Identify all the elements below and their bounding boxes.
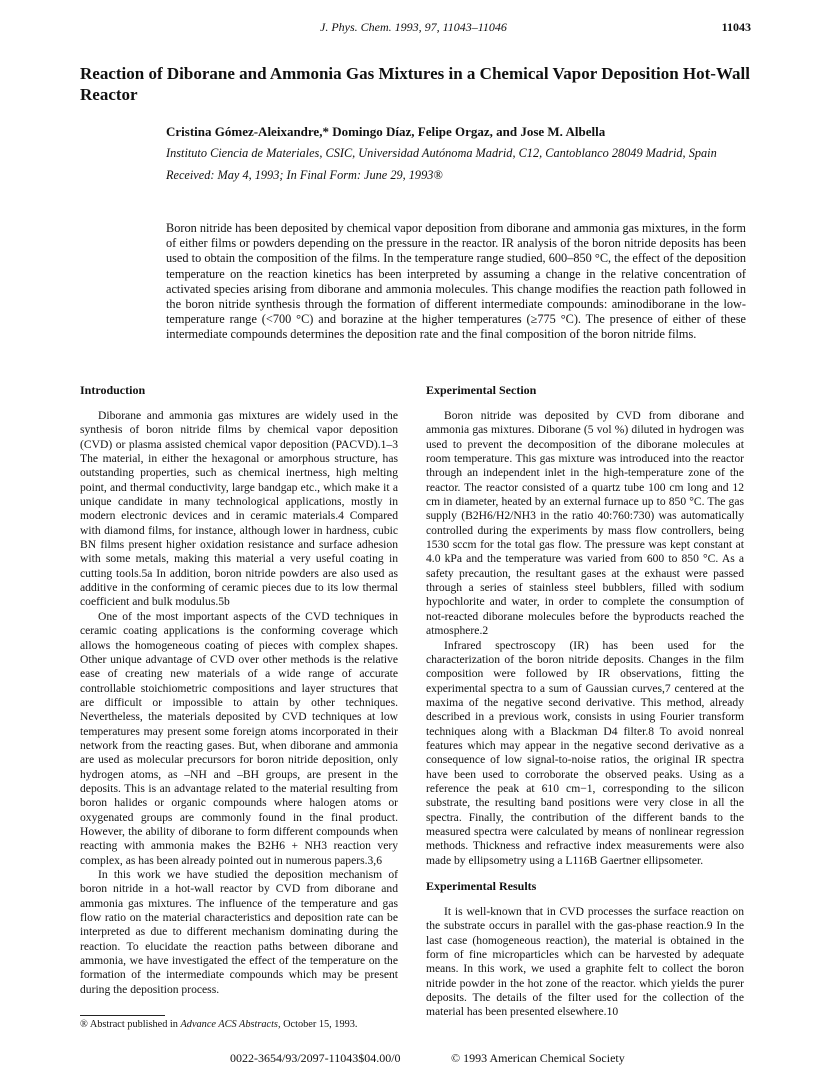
- section-heading-introduction: Introduction: [80, 383, 146, 397]
- experimental-paragraph: Boron nitride was deposited by CVD from diborane and ammonia gas mixtures. Diborane (5 vol %) diluted in hydrogen was used to prevent the decomposition of the diborane molecules at room temperature. This gas mixture was introduced into the reactor through an independent inlet in the high-temperature zone of the reactor. The reactor consisted of a quartz tube 100 cm long and 12 cm in diameter, heated by an external furnace up to 850 °C. The gas supply (B2H6/H2/NH3 in the ratio 40:760:730) was automatically controlled during the experiments by mass flow controllers, being 1530 sccm for the total gas flow. The pressure was kept constant at 4.0 kPa and the temperature was varied from 600 to 850 °C. As a safety precaution, the resultant gases at the exhaust were passed through a series of stainless steel bubblers, filled with sodium hypochlorite and water, in order to complete the consumption of not-reacted diborane molecules before the byproducts reached the atmosphere.2: [426, 409, 744, 638]
- article-title: Reaction of Diborane and Ammonia Gas Mixtures in a Chemical Vapor Deposition Hot-Wall Reactor: [80, 64, 750, 104]
- received-dates: Received: May 4, 1993; In Final Form: June 29, 1993®: [166, 168, 443, 182]
- footnote-source: Advance ACS Abstracts,: [180, 1019, 281, 1030]
- experimental-paragraph: Infrared spectroscopy (IR) has been used for the characterization of the boron nitride deposits. Changes in the film composition were followed by IR observations, fitting the experimental spectra to a sum of Gaussian curves,7 centered at the maxima of the negative second derivative. This method, already described in a previous work, consists in using Fourier transform techniques along with a Blackman D4 filter.8 To avoid nonreal features which may appear in the negative second derivative as a consequence of low signal-to-noise ratios, the original IR spectra have been used to corroborate the observed peaks. Using as a reference the peak at 610 cm−1, corresponding to the silicon substrate, the resulting band positions were very close in all the spectra. Finally, the contribution of the different bands to the measured spectra were calculated by means of nonlinear regression methods. Thickness and refractive index measurements were also made by ellipsometry using a L116B Gaertner ellipsometer.: [426, 638, 744, 867]
- results-paragraph: It is well-known that in CVD processes the surface reaction on the substrate occurs in parallel with the gas-phase reaction.9 In the last case (homogeneous reaction), the material is obtained in the form of fine microparticles which can be harvested by adequate means. In this work, we used a graphite felt to collect the boron nitride powder in the hot zone of the reactor. which yields the purer deposits. The details of the filter used for the collection of the material has been presented elsewhere.10: [426, 905, 744, 1019]
- right-column: [426, 383, 744, 1020]
- author-affiliation: Instituto Ciencia de Materiales, CSIC, Universidad Autónoma Madrid, C12, Cantoblanco 28049 Madrid, Spain: [166, 146, 717, 160]
- intro-paragraph: One of the most important aspects of the CVD techniques in ceramic coating applications is the conforming coverage which allows the homogeneous coating of pieces with complex shapes. Other unique advantage of CVD over other methods is the relative ease of creating new materials of a wide range of accurate controllable stoichiometric compositions and layer structures that are difficult or impossible to attain by other techniques. Nevertheless, the materials deposited by CVD techniques at low temperatures may present some foreign atoms incorporated in their network from the reacting gases. But, when diborane and ammonia are used as molecular precursors for boron nitride deposition, only hydrogen atoms, as –NH and –BH groups, are present in the deposits. This is an advantage related to the material resulting from boron halides or organic compounds where halogen atoms or oxygenated groups are commonly found in the final product. However, the ability of diborane to form different compounds when reacting with ammonia makes the B2H6 + NH3 reaction very complex, as has been already pointed out in numerous papers.3,6: [80, 609, 398, 867]
- footnote-lead: Abstract published in: [89, 1019, 178, 1030]
- page-number: 11043: [721, 20, 751, 34]
- intro-paragraph: In this work we have studied the deposition mechanism of boron nitride in a hot-wall reactor by CVD from diborane and ammonia gas mixtures. The influence of the temperature and gas flow ratio on the material characteristics and deposition rate can be interpreted as due to different mechanism dominating during the reaction. To elucidate the reaction paths between diborane and ammonia, we have investigated the effect of the temperature on the formation of the intermediate compounds which may be present during the deposition process.: [80, 868, 398, 996]
- footnote-date: October 15, 1993.: [283, 1019, 358, 1030]
- footnote: [80, 1019, 357, 1030]
- section-heading-experimental: Experimental Section: [426, 383, 537, 397]
- issn-code: 0022-3654/93/2097-11043$04.00/0: [230, 1051, 401, 1065]
- journal-citation: J. Phys. Chem. 1993, 97, 11043–11046: [320, 20, 507, 34]
- running-head: [0, 20, 827, 36]
- copyright-notice: © 1993 American Chemical Society: [451, 1051, 625, 1065]
- intro-paragraph: Diborane and ammonia gas mixtures are widely used in the synthesis of boron nitride films by chemical vapor deposition (CVD) or plasma assisted chemical vapor deposition (PACVD).1–3 The material, in either the hexagonal or amorphous structure, has outstanding properties, such as chemical inertness, high melting point, and thermal conductivity, large bandgap etc., which make it a unique candidate in many technological applications, mostly in modern electronic devices and in ceramic materials.4 Compared with diamond films, for instance, although lower in hardness, cubic BN films present higher oxidation resistance and surface adhesion with some metals, making this material a very useful coating in cutting tools.5a In addition, boron nitride powders are also used as additive in the conforming of ceramic pieces due to its low thermal coefficient and bulk modulus.5b: [80, 409, 398, 609]
- abstract: Boron nitride has been deposited by chemical vapor deposition from diborane and ammonia gas mixtures, in the form of either films or powders depending on the pressure in the reactor. IR analysis of the boron nitride deposits has been used to obtain the composition of the films. In the temperature range studied, 600–850 °C, the effect of the deposition temperature on the reaction kinetics has been interpreted by assuming a change in the relative concentration of activated species arising from diborane and ammonia molecules. This change modifies the reaction path followed in the boron nitride synthesis through the formation of different intermediate compounds: aminodiborane in the low-temperature range (<700 °C) and borazine at the higher temperatures (≥775 °C). The presence of either of these intermediate compounds determines the deposition rate and the final composition of the boron nitride films.: [166, 221, 746, 342]
- footnote-rule: [80, 1015, 165, 1016]
- section-heading-results: Experimental Results: [426, 879, 537, 893]
- author-list: Cristina Gómez-Aleixandre,* Domingo Díaz, Felipe Orgaz, and Jose M. Albella: [166, 124, 606, 139]
- footnote-bullet: ®: [80, 1019, 88, 1030]
- left-column: [80, 383, 398, 997]
